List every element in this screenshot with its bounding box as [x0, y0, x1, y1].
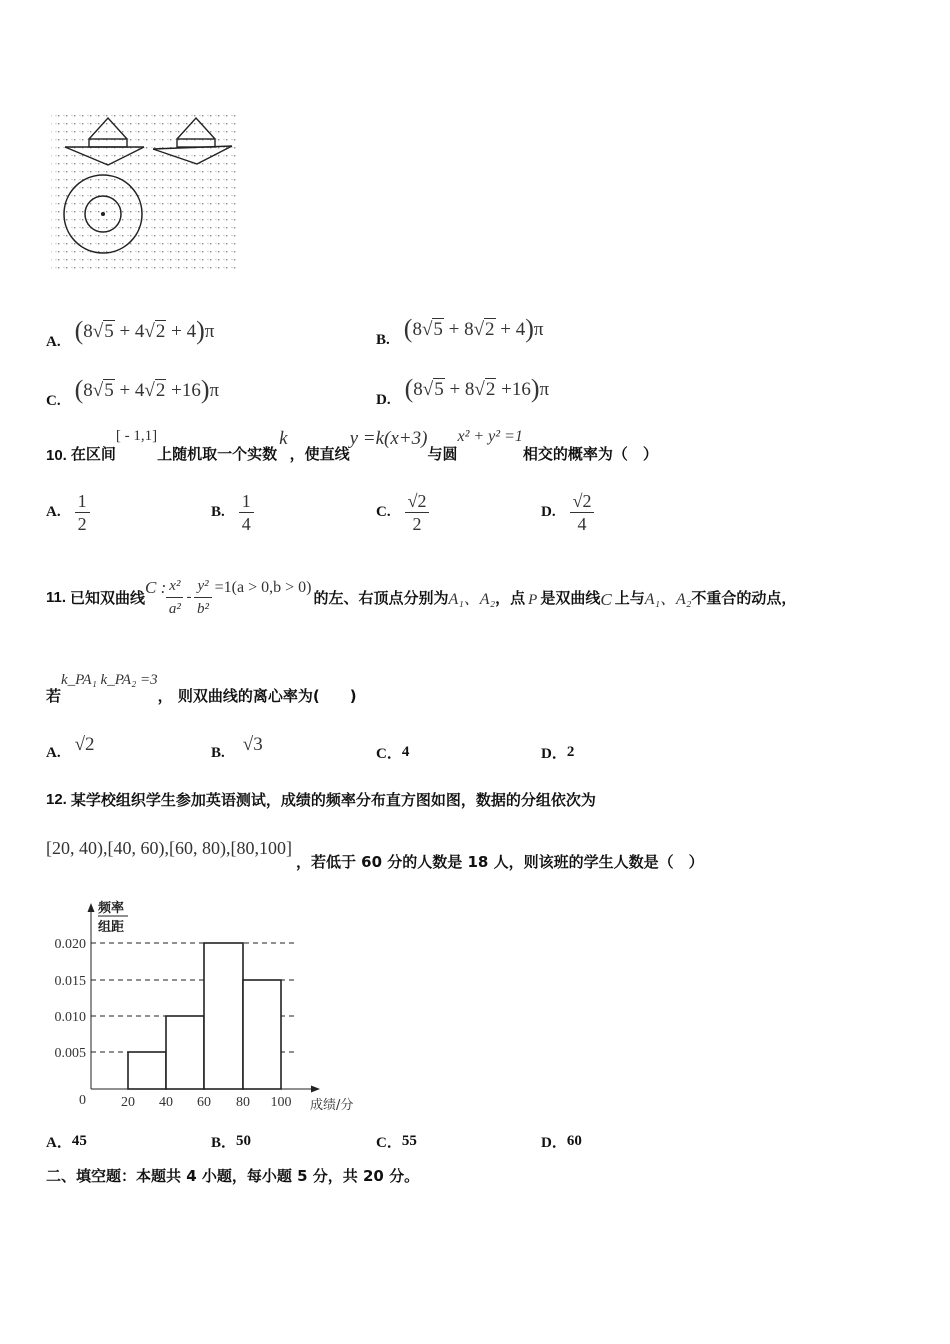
option-expression: (8√5 + 4√2 + 4)π	[74, 315, 215, 345]
bar-80-100	[243, 980, 281, 1089]
q9-option-a[interactable]	[46, 310, 214, 351]
q11-option-a[interactable]: A. √2	[46, 734, 95, 761]
svg-text:0.010: 0.010	[54, 1010, 86, 1025]
bar-60-80	[204, 943, 243, 1089]
option-expression: (8√5 + 8√2 +16)π	[404, 373, 550, 403]
slope-product: k_PA₁ k_PA₂ =3	[61, 672, 158, 688]
bar-40-60	[166, 1016, 204, 1089]
option-expression: (8√5 + 4√2 +16)π	[74, 374, 220, 404]
option-label: B.	[376, 332, 390, 348]
fraction-x2-a2: $\frac{\text{x²}}{\text{a²}}$	[166, 575, 183, 620]
question-number: 10.	[46, 447, 67, 464]
q12-option-b[interactable]: B． 50	[211, 1133, 252, 1151]
svg-text:0.015: 0.015	[54, 974, 86, 989]
fraction-y2-b2: $\frac{\text{y²}}{\text{b²}}$	[194, 575, 211, 620]
q12-option-c[interactable]: C． 55	[376, 1133, 417, 1151]
q9-option-c[interactable]	[46, 369, 219, 410]
svg-text:频率: 频率	[98, 901, 125, 916]
svg-text:40: 40	[159, 1095, 173, 1110]
section-heading-fill-in: 二、填空题：本题共 4 小题，每小题 5 分，共 20 分。	[46, 1167, 420, 1185]
q11-stem-line2: 若 k_PA₁ k_PA₂ =3 ， 则双曲线的离心率为( )	[46, 672, 357, 705]
fraction: $\frac{√2}{4}$	[570, 490, 595, 535]
bar-20-40	[128, 1052, 166, 1089]
fraction: $\frac{1}{4}$	[239, 490, 254, 535]
q10-option-a[interactable]: A. $\frac{1}{2}$	[46, 490, 90, 535]
q12-option-a[interactable]: A． 45	[46, 1133, 87, 1151]
option-label: D.	[376, 392, 391, 408]
svg-text:80: 80	[236, 1095, 250, 1110]
frequency-histogram	[40, 890, 380, 1120]
q11-option-b[interactable]: B. √3	[211, 734, 263, 761]
q9-option-d[interactable]	[376, 368, 549, 409]
svg-text:60: 60	[197, 1095, 211, 1110]
circle-equation: x² + y² =1	[457, 428, 523, 445]
option-label: A.	[46, 334, 61, 350]
q12-stem-line2: [20, 40),[40, 60),[60, 80),[80,100] ，若低于 60 分的人数是 18 人，则该班的学生人数是（ ）	[46, 838, 704, 871]
option-expression: (8√5 + 8√2 + 4)π	[403, 313, 544, 343]
q11-option-c[interactable]: C． 4	[376, 744, 410, 762]
svg-text:0.020: 0.020	[54, 937, 86, 952]
q12-option-d[interactable]: D． 60	[541, 1133, 582, 1151]
q11-stem-line1: 11. 已知双曲线 C : $\frac{\text{x²}}{\text{a²}}$ - $\frac{\text{y²}}{\text{b²}}$ =1(a > 0,b > 0) 的左、右顶点分别为 A₁、A₂ ，点 P 是双曲线 C 上与 A₁、A₂ 不重合的动点，	[46, 572, 796, 622]
option-label: C.	[46, 393, 61, 409]
q9-option-b[interactable]	[376, 308, 544, 349]
q9-three-view-figure	[47, 104, 243, 276]
line-equation: y =k(x+3)	[349, 428, 428, 449]
question-number: 11.	[46, 588, 67, 606]
fraction: $\frac{1}{2}$	[75, 490, 90, 535]
svg-text:成绩/分: 成绩/分	[310, 1098, 354, 1113]
q12-stem-line1: 12. 某学校组织学生参加英语测试，成绩的频率分布直方图如图，数据的分组依次为	[46, 791, 596, 809]
svg-text:100: 100	[270, 1095, 292, 1110]
svg-text:0.005: 0.005	[54, 1046, 86, 1061]
svg-text:0: 0	[79, 1093, 86, 1108]
svg-text:组距: 组距	[98, 920, 125, 935]
q10-stem: 10. 在区间 [ - 1,1] 上随机取一个实数 k ，使直线 y =k(x+3) 与圆 x² + y² =1 相交的概率为（ ）	[46, 428, 658, 464]
q10-option-c[interactable]: C. $\frac{√2}{2}$	[376, 490, 429, 535]
q11-option-d[interactable]: D． 2	[541, 744, 575, 762]
q10-option-b[interactable]: B. $\frac{1}{4}$	[211, 490, 254, 535]
question-number: 12.	[46, 791, 67, 808]
interval: [ - 1,1]	[115, 428, 158, 444]
score-groups: [20, 40),[40, 60),[60, 80),[80,100]	[46, 838, 292, 858]
q10-option-d[interactable]: D. $\frac{√2}{4}$	[541, 490, 594, 535]
svg-text:20: 20	[121, 1095, 135, 1110]
fraction: $\frac{√2}{2}$	[405, 490, 430, 535]
